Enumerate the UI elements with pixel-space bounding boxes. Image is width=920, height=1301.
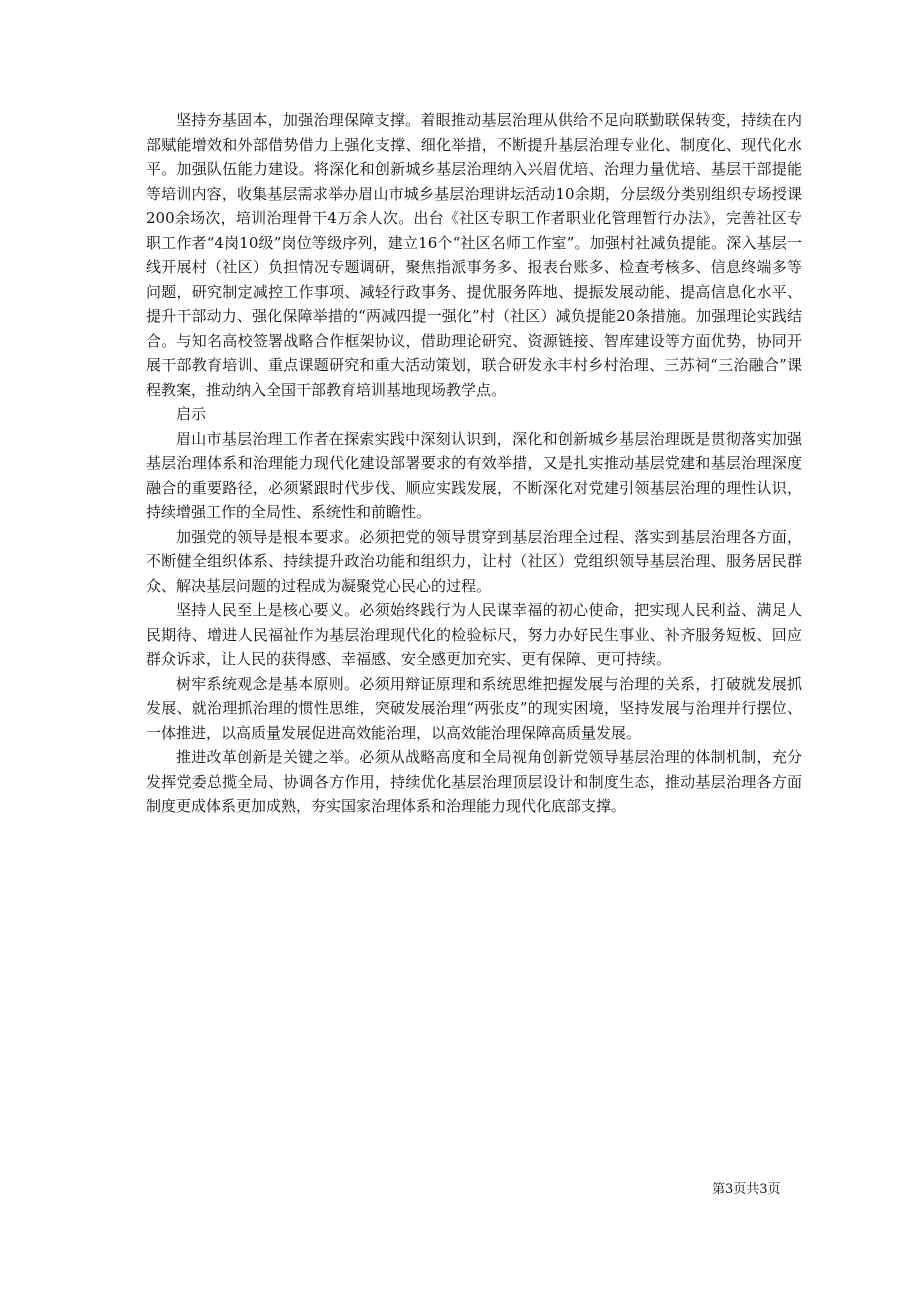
- paragraph-system-concept: 树牢系统观念是基本原则。必须用辩证原理和系统思维把握发展与治理的关系，打破就发展抓发展、就治理抓治理的惯性思维，突破发展治理“两张皮”的现实困境，坚持发展与治理并行摆位、一体推进，以高质量发展促进高效能治理，以高效能治理保障高质量发展。: [146, 674, 802, 742]
- section-heading-revelation: 启示: [176, 405, 207, 423]
- paragraph-people-first: 坚持人民至上是核心要义。必须始终践行为人民谋幸福的初心使命，把实现人民利益、满足人民期待、增进人民福祉作为基层治理现代化的检验标尺，努力办好民生事业、补齐服务短板、回应群众诉求，让人民的获得感、幸福感、安全感更加充实、更有保障、更可持续。: [146, 601, 802, 668]
- paragraph-reform-innovation: 推进改革创新是关键之举。必须从战略高度和全局视角创新党领导基层治理的体制机制，充分发挥党委总揽全局、协调各方作用，持续优化基层治理顶层设计和制度生态，推动基层治理各方面制度更成体系更加成熟，夯实国家治理体系和治理能力现代化底部支撑。: [146, 748, 802, 815]
- paragraph-support: 坚持夯基固本，加强治理保障支撑。着眼推动基层治理从供给不足向联勤联保转变，持续在内部赋能增效和外部借势借力上强化支撑、细化举措，不断提升基层治理专业化、制度化、现代化水平。加强队伍能力建设。将深化和创新城乡基层治理纳入兴眉优培、治理力量优培、基层干部提能等培训内容，收集基层需求举办眉山市城乡基层治理讲坛活动10余期，分层级分类别组织专场授课200余场次，培训治理骨干4万余人次。出台《社区专职工作者职业化管理暂行办法》，完善社区专职工作者“4岗10级”岗位等级序列，建立16个“社区名师工作室”。加强村社减负提能。深入基层一线开展村（社区）负担情况专题调研，聚焦指派事务多、报表台账多、检查考核多、信息终端多等问题，研究制定减控工作事项、减轻行政事务、提优服务阵地、提振发展动能、提高信息化水平、提升干部动力、强化保障举措的“两减四提一强化”村（社区）减负提能20条措施。加强理论实践结合。与知名高校签署战略合作框架协议，借助理论研究、资源链接、智库建设等方面优势，协同开展干部教育培训、重点课题研究和重大活动策划，联合研发永丰村乡村治理、三苏祠“三治融合”课程教案，推动纳入全国干部教育培训基地现场教学点。: [146, 111, 802, 399]
- page-number: 第3页共3页: [712, 1182, 781, 1197]
- paragraph-party-leadership: 加强党的领导是根本要求。必须把党的领导贯穿到基层治理全过程、落实到基层治理各方面，不断健全组织体系、持续提升政治功能和组织力，让村（社区）党组织领导基层治理、服务居民群众、解决基层问题的过程成为凝聚党心民心的过程。: [146, 527, 802, 595]
- document-body: [146, 108, 802, 819]
- paragraph-revelation-intro: 眉山市基层治理工作者在探索实践中深刻认识到，深化和创新城乡基层治理既是贯彻落实加强基层治理体系和治理能力现代化建设部署要求的有效举措，又是扎实推动基层党建和基层治理深度融合的重要路径，必须紧跟时代步伐、顺应实践发展，不断深化对党建引领基层治理的理性认识，持续增强工作的全局性、系统性和前瞻性。: [146, 429, 802, 521]
